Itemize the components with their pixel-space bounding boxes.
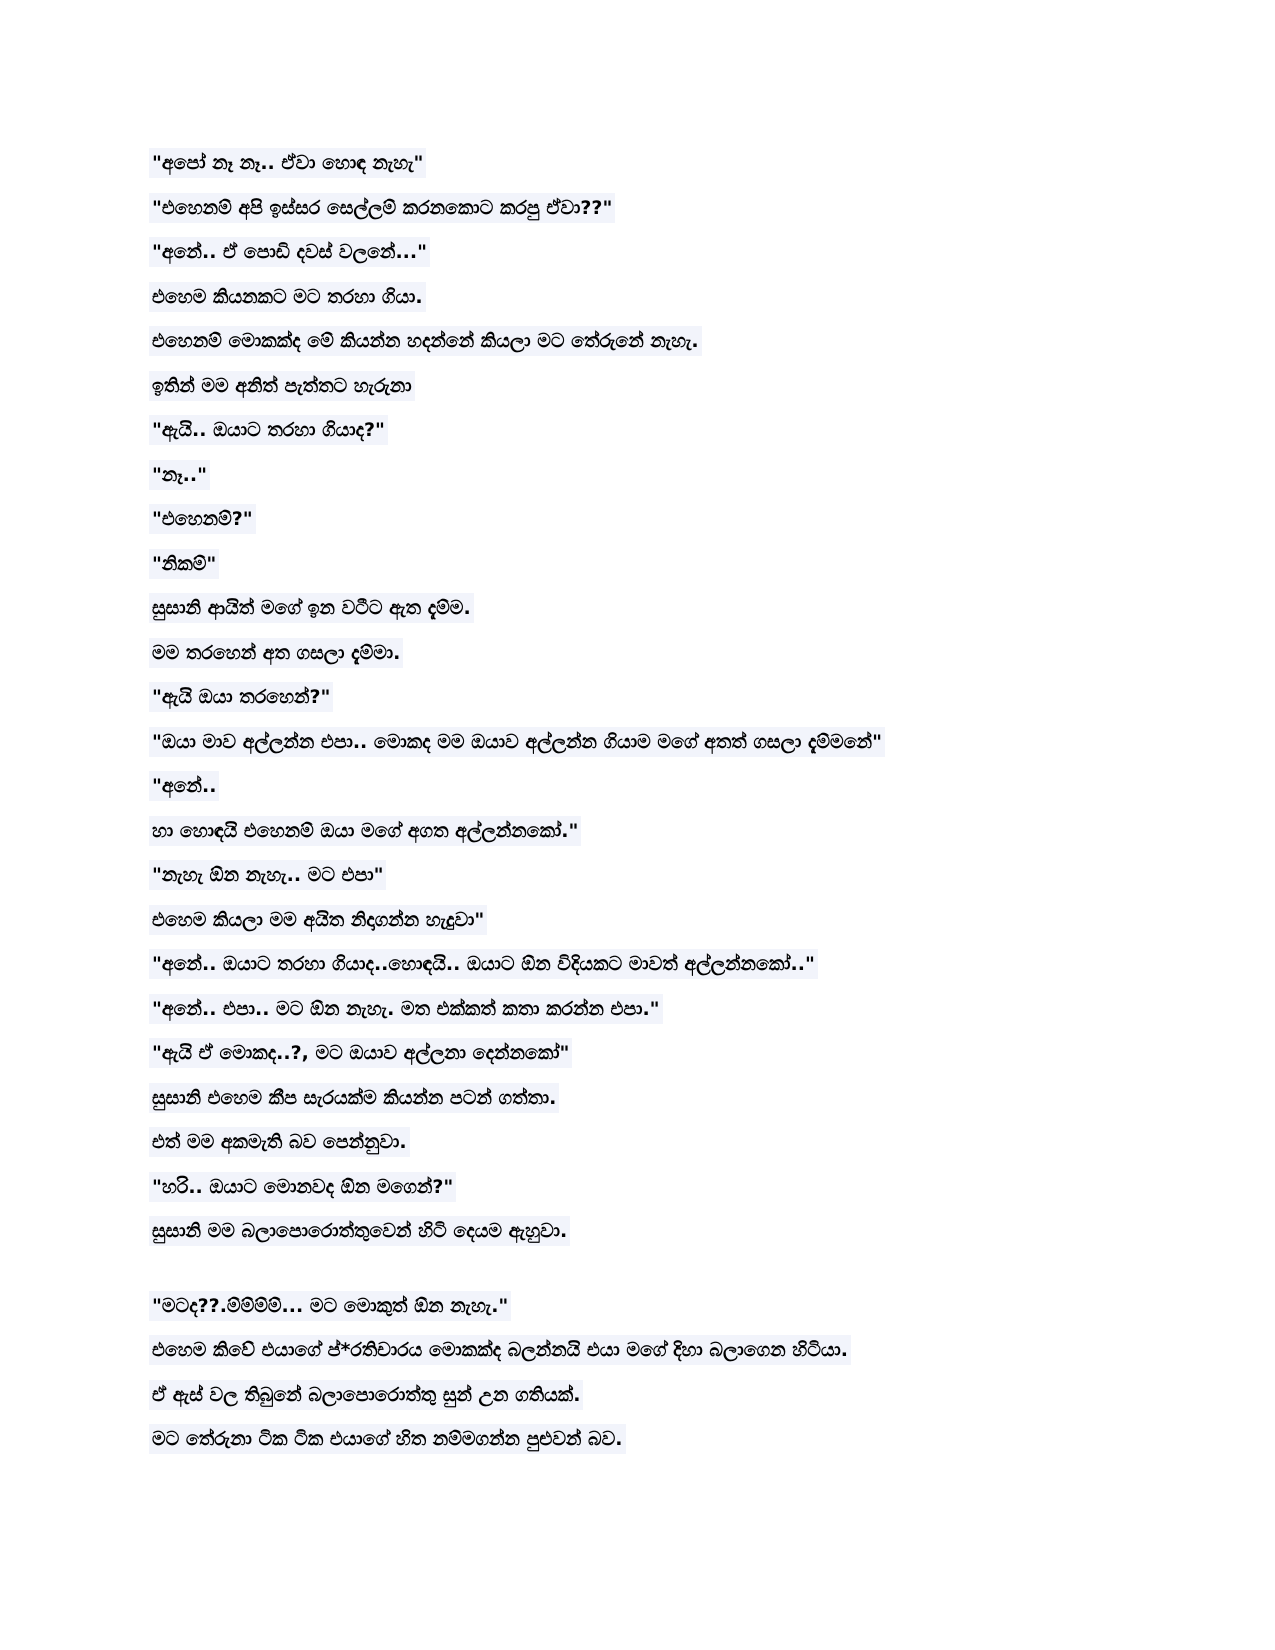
text-line — [149, 1335, 1149, 1365]
line-text: "නෑ.." — [149, 460, 210, 490]
line-text: එහෙම කියලා මම අයිත නිදාගන්න හැදුවා" — [149, 905, 487, 935]
text-line — [149, 326, 1149, 356]
line-text: "නැහැ ඕන නැහැ.. මට එපා" — [149, 860, 386, 890]
text-line — [149, 1424, 1149, 1454]
text-line — [149, 816, 1149, 846]
line-text: "හරි.. ඔයාට මොනවද ඕන මගෙන්?" — [149, 1172, 456, 1202]
text-line — [149, 1083, 1149, 1113]
text-line — [149, 682, 1149, 712]
text-line — [149, 193, 1149, 223]
line-text: එත් මම අකමැති බව පෙන්නුවා. — [149, 1127, 410, 1157]
text-line — [149, 371, 1149, 401]
line-text: එහෙනම් මොකක්ද මේ කියන්න හදන්නේ කියලා මට තේරුනේ නැහැ. — [149, 326, 702, 356]
text-line — [149, 1380, 1149, 1410]
line-text: "අනේ.. — [149, 771, 219, 801]
text-line — [149, 638, 1149, 668]
text-line — [149, 994, 1149, 1024]
line-text: ඒ ඇස් වල තිබුනේ බලාපොරොත්තු සුන් උන ගතියක්. — [149, 1380, 583, 1410]
text-line — [149, 415, 1149, 445]
text-line — [149, 949, 1149, 979]
line-text: එහෙම කියනකට මට තරහා ගියා. — [149, 282, 426, 312]
line-text: "අපෝ නෑ නෑ.. ඒවා හොඳ නැහැ" — [149, 148, 426, 178]
text-line — [149, 727, 1149, 757]
line-text: "එහෙනම්?" — [149, 504, 256, 534]
text-line — [149, 282, 1149, 312]
line-text: සුසානි මම බලාපොරොත්තුවෙන් හිටි දෙයම ඇහුවා. — [149, 1216, 570, 1246]
line-text: එහෙම කිවේ එයාගේ ප්*රතිචාරය මොකක්ද බලන්නයි එයා මගේ දිහා බලාගෙන හිටියා. — [149, 1335, 851, 1365]
text-line — [149, 1172, 1149, 1202]
line-text: ඉතින් මම අනිත් පැත්තට හැරුනා — [149, 371, 415, 401]
text-line — [149, 504, 1149, 534]
line-text: මට තේරුනා ටික ටික එයාගේ හිත නම්මගන්න පුළුවන් බව. — [149, 1424, 626, 1454]
line-text: "නිකම්" — [149, 549, 219, 579]
text-line — [149, 905, 1149, 935]
text-line — [149, 1038, 1149, 1068]
text-line — [149, 1127, 1149, 1157]
text-line — [149, 237, 1149, 267]
text-line — [149, 148, 1149, 178]
text-line — [149, 593, 1149, 623]
text-line — [149, 460, 1149, 490]
text-line — [149, 1291, 1149, 1321]
line-text: "ඇයි ඔයා තරහෙන්?" — [149, 682, 333, 712]
line-text: සුසානි ආයිත් මගේ ඉන වටීට ඇත දැම්ම. — [149, 593, 474, 623]
text-line — [149, 549, 1149, 579]
line-text: "අනේ.. ඔයාට තරහා ගියාද..හොඳයි.. ඔයාට ඕන විදියකට මාවත් අල්ලන්නකෝ.." — [149, 949, 818, 979]
line-text: "ඇයි ඒ මොකද..?, මට ඔයාව අල්ලනා දෙන්නකෝ" — [149, 1038, 572, 1068]
text-line — [149, 1216, 1149, 1246]
text-line — [149, 860, 1149, 890]
line-text: "අනේ.. ඒ පොඩි දවස් වලනේ..." — [149, 237, 430, 267]
story-text — [149, 148, 1149, 1454]
line-text: සුසානි එහෙම කීප සැරයක්ම කියන්න පටන් ගත්තා. — [149, 1083, 559, 1113]
line-text: "එහෙනම් අපි ඉස්සර සෙල්ලම් කරනකොට කරපු ඒවා??" — [149, 193, 615, 223]
line-text: "අනේ.. එපා.. මට ඕන නැහැ. මත එක්කත් කතා කරන්න එපා." — [149, 994, 663, 1024]
text-line — [149, 771, 1149, 801]
line-text: "ඔයා මාව අල්ලන්න එපා.. මොකද මම ඔයාව අල්ලන්න ගියාම මගේ අතත් ගසලා දැම්මනේ" — [149, 727, 885, 757]
line-text: "ඇයි.. ඔයාට තරහා ගියාද?" — [149, 415, 388, 445]
line-text: මම තරහෙන් අත ගසලා දැම්මා. — [149, 638, 403, 668]
line-text: "මටද??.ම්ම්ම්ම්... මට මොකුත් ඕන නැහැ." — [149, 1291, 511, 1321]
line-text: හා හොඳයි එහෙනම් ඔයා මගේ අගත අල්ලන්නකෝ." — [149, 816, 581, 846]
